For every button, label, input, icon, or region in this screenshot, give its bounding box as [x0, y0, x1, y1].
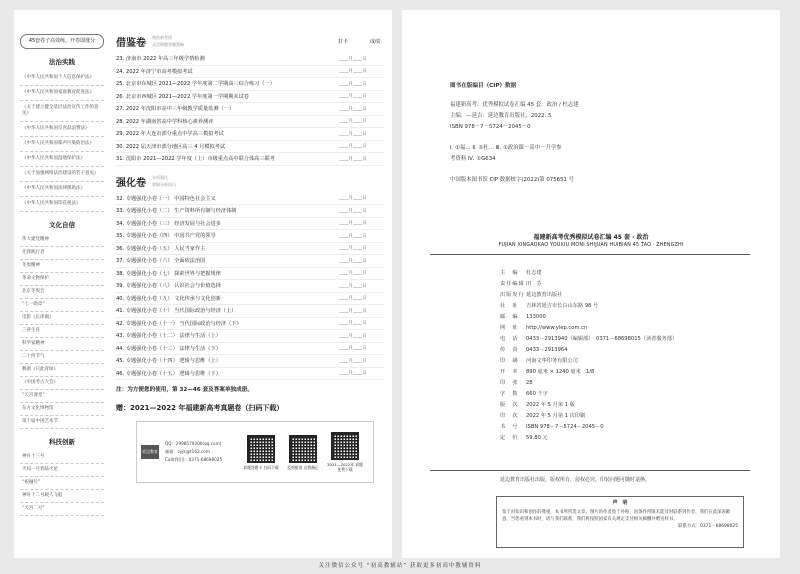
qr-code-icon — [331, 432, 359, 460]
classification-line: Ⅰ. ①福… Ⅱ. ①杜… Ⅲ. ①政治课－高中－升学参 — [450, 145, 562, 151]
tech-list — [20, 451, 104, 516]
list-item: 32. 专题强化小卷（一） 中国特色社会主义 ____月____日 — [116, 193, 384, 206]
publisher-logo: 延边教育 — [141, 445, 159, 459]
sidebar — [20, 34, 104, 554]
divider — [430, 254, 750, 255]
list-item: 37. 专题强化小卷（六） 全面依法治国 ____月____日 — [116, 255, 384, 268]
book-title: 福建新高考优秀模拟试卷汇编 45 套 · 政治 — [533, 234, 649, 241]
strengthen-section-header — [116, 174, 384, 189]
culture-item: “七一勋章” — [20, 299, 104, 312]
qr-code[interactable] — [285, 435, 321, 470]
info-row: 社 址 吉林省延吉市长白山东路 98 号 — [500, 303, 599, 309]
list-item: 30. 2022 届天津市部分地区高三 4 月模拟考试 ____月____日 — [116, 141, 384, 154]
contact-info — [165, 440, 237, 464]
law-item: 《中华人民共和国法律援助法》 — [20, 182, 104, 197]
notice-contact: 联系方式：0371－68698025 — [678, 524, 738, 529]
sidebar-badge: 45套卷子高效练，开卷即涨分 — [20, 34, 104, 49]
tech-item: “天宫二号” — [20, 503, 104, 516]
cip-number: 中国版本图书馆 CIP 数据核字(2022)第 075651 号 — [450, 177, 575, 183]
tech-item: “祝融号” — [20, 477, 104, 490]
info-row: 电 话 0433－2913940（编辑部） 0371－68698015（读者服务部） — [500, 336, 678, 342]
check-column-header: 打卡 — [337, 39, 348, 45]
list-item: 27. 2022 年沈阳市高中三年级教学质量监测（一） ____月____日 — [116, 103, 384, 116]
strengthen-section-tags — [152, 174, 176, 188]
list-item: 35. 专题强化小卷（四） 中国共产党的领导 ____月____日 — [116, 230, 384, 243]
culture-item: 第十届中国艺术节 — [20, 416, 104, 429]
culture-item: 《中国考古大会》 — [20, 377, 104, 390]
cip-title: 图书在版编目（CIP）数据 — [450, 83, 517, 89]
contact-line: Call(我们)：0371-68698025 — [165, 457, 223, 462]
cip-line: ISBN 978－7－5724－2045－0 — [450, 124, 531, 130]
info-row: 印 次 2022 年 5 月第 1 次印刷 — [500, 413, 586, 419]
list-item: 38. 专题强化小卷（七） 探索世界与把握规律 ____月____日 — [116, 268, 384, 281]
culture-item: 东方文化博物馆 — [20, 403, 104, 416]
list-item: 41. 专题强化小卷（十） 当代国际政治与经济（上） ____月____日 — [116, 305, 384, 318]
info-row: 出版发行 延边教育出版社 — [500, 292, 563, 298]
borrow-section-title: 借鉴卷 — [116, 38, 146, 49]
left-page — [14, 10, 392, 558]
culture-item: 北京冬奥会 — [20, 286, 104, 299]
list-item: 42. 专题强化小卷（十一） 当代国际政治与经济（下） ____月____日 — [116, 318, 384, 331]
download-promo-box — [136, 421, 374, 483]
notice-title: 声 明 — [612, 500, 628, 506]
classification-line: 考资料 Ⅳ. ①G634 — [450, 156, 496, 162]
culture-item: 冬奥精神 — [20, 260, 104, 273]
list-item: 23. 济南市 2022 年高三年级学情检测 ____月____日 — [116, 53, 384, 66]
notice-box — [496, 496, 744, 548]
publication-info — [500, 268, 740, 444]
info-row: 主 编 杜志建 — [500, 270, 542, 276]
divider — [116, 166, 384, 174]
qr-caption: 真题答题卡 扫码下载 — [243, 464, 279, 470]
list-item: 25. 北京市东城区 2021—2022 学年度第二学期高三综合练习（一） ____月____日 — [116, 78, 384, 91]
right-page — [402, 10, 780, 558]
qr-code[interactable] — [327, 432, 363, 472]
qr-caption: 2021—2022年 真题免费下载 — [327, 462, 363, 472]
culture-item: 电影《长津湖》 — [20, 312, 104, 325]
section-tag: 灵活调整答题策略 — [152, 42, 184, 47]
info-row: 邮 编 133000 — [500, 314, 546, 320]
qr-code-icon — [289, 435, 317, 463]
law-item: 《中华人民共和国家庭教育促进法》 — [20, 86, 104, 101]
tech-item: 天问一号着陆火星 — [20, 464, 104, 477]
borrow-section-header — [116, 34, 384, 49]
law-item: 《关于建立健全基层法治宣传工作的意见》 — [20, 101, 104, 122]
culture-item: 科学家精神 — [20, 338, 104, 351]
book-title-english: FUJIAN XINGAOKAO YOUXIU MONI SHIJUAN HUIBIAN 45 TAO · ZHENGZHI — [498, 243, 684, 248]
list-item: 36. 专题强化小卷（五） 人民当家作主 ____月____日 — [116, 243, 384, 256]
list-item: 34. 专题强化小卷（三） 经济发展与社会进步 ____月____日 — [116, 218, 384, 231]
culture-item: “天宫课堂” — [20, 390, 104, 403]
contact-line: QQ：2998579300(qq.com) — [165, 441, 222, 446]
divider — [430, 470, 750, 471]
contents-list — [116, 34, 384, 554]
strengthen-section-title: 强化卷 — [116, 177, 146, 189]
list-item: 33. 专题强化小卷（二） 生产资料所有制与经济体制 ____月____日 — [116, 205, 384, 218]
info-row: 字 数 660 千字 — [500, 391, 548, 397]
info-row: 书 号 ISBN 978－7－5724－2045－0 — [500, 424, 604, 430]
law-item: 《关于加强网络法治建设的若干意见》 — [20, 167, 104, 182]
list-item: 39. 专题强化小卷（八） 认识社会与价值选择 ____月____日 — [116, 280, 384, 293]
contact-line: 邮箱：zyjk@t163.com — [165, 449, 210, 454]
section-tag: 掌握分析技巧 — [152, 181, 176, 187]
law-list — [20, 71, 104, 212]
list-item: 45. 专题强化小卷（十四） 逻辑与思维（上） ____月____日 — [116, 355, 384, 368]
law-section-heading: 法治实践 — [49, 58, 75, 66]
list-item: 43. 专题强化小卷（十二） 法律与生活（上） ____月____日 — [116, 330, 384, 343]
cip-line: 主编．—延吉：延边教育出版社，2022. 5 — [450, 113, 552, 119]
list-item: 29. 2022 年大连市部分重点中学高三模拟考试 ____月____日 — [116, 128, 384, 141]
law-item: 《中华人民共和国噪声污染防治法》 — [20, 137, 104, 152]
list-item: 44. 专题强化小卷（十三） 法律与生活（下） ____月____日 — [116, 343, 384, 356]
list-item: 40. 专题强化小卷（九） 文化传承与文化创新 ____月____日 — [116, 293, 384, 306]
list-item: 31. 沈阳市 2021—2022 学年度（上）市级重点高中联合体高三联考 ____月____日 — [116, 153, 384, 166]
rights-statement: 延边教育出版社出版，版权所有，侵权必究。印装问题可随时退换。 — [500, 477, 651, 483]
law-item: 《中华人民共和国印花税法》 — [20, 197, 104, 212]
info-row: 责任编辑 田 芬 — [500, 281, 542, 287]
score-column-header: 成绩 — [369, 39, 380, 45]
qr-code-icon — [247, 435, 275, 463]
list-item: 46. 专题强化小卷（十五） 逻辑与思维（下） ____月____日 — [116, 368, 384, 381]
law-item: 《中华人民共和国湿地保护法》 — [20, 152, 104, 167]
qr-caption: 反馈错误 自我修正 — [287, 464, 319, 470]
info-row: 印 张 28 — [500, 380, 533, 386]
column-headers — [338, 38, 380, 45]
usage-note: 注：为方便您的使用，第 32—46 套及答案单独成册。 — [116, 387, 253, 393]
info-row: 开 本 890 毫米 × 1240 毫米 1/8 — [500, 369, 595, 375]
info-row: 版 次 2022 年 5 月第 1 版 — [500, 402, 575, 408]
borrow-section-tags — [152, 34, 184, 48]
law-item: 《中华人民共和国反食品浪费法》 — [20, 122, 104, 137]
culture-item: 三孩生育 — [20, 325, 104, 338]
notice-body: 鉴于对知识和创作的尊重，本书所所选文章、图片的作者致于补贴，因条件所限未能及时联系到作者，我们在此深表歉意，当您看到本书时，请与我们联系，我们将按照国家有关规定支付相关稿酬并赠送样书。 — [502, 510, 731, 522]
culture-item: 舞剧《只此青绿》 — [20, 364, 104, 377]
gift-heading: 赠：2021—2022 年福建新高考真题卷（扫码下载） — [116, 404, 284, 412]
culture-item: 先锋践行者 — [20, 247, 104, 260]
culture-item: 革命文物保护 — [20, 273, 104, 286]
culture-list — [20, 234, 104, 429]
info-row: 定 价 59.80 元 — [500, 435, 548, 441]
info-row: 传 真 0433－2913964 — [500, 347, 568, 353]
cip-line: 福建新高考．优秀模拟试卷汇编 45 套．政治 / 杜志建 — [450, 102, 579, 108]
qr-code[interactable] — [243, 435, 279, 470]
list-item: 28. 2022 年湖南省高中学科核心素养测评 ____月____日 — [116, 116, 384, 129]
culture-item: 二十四节气 — [20, 351, 104, 364]
section-tag: 专项强化 — [152, 174, 168, 180]
tech-item: 神舟十二号载人飞船 — [20, 490, 104, 503]
footer-caption: 关注微信公众号 “初高教辅站” 获取更多初高中教辅资料 — [318, 563, 482, 569]
section-tag: 聚焦新考情 — [152, 35, 172, 40]
info-row: 印 刷 河南文华印务有限公司 — [500, 358, 578, 364]
culture-section-heading: 文化自信 — [49, 221, 75, 229]
law-item: 《中华人民共和国个人信息保护法》 — [20, 71, 104, 86]
culture-item: 伟大建党精神 — [20, 234, 104, 247]
list-item: 26. 北京市西城区 2021—2022 学年度第一学期期末试卷 ____月____日 — [116, 91, 384, 104]
tech-item: 神舟十三号 — [20, 451, 104, 464]
cip-data-block — [450, 82, 750, 187]
list-item: 24. 2022 年济宁市高考模拟考试 ____月____日 — [116, 66, 384, 79]
info-row: 网 址 http://www.ylep.com.cn — [500, 325, 588, 331]
tech-section-heading: 科技创新 — [49, 438, 75, 446]
